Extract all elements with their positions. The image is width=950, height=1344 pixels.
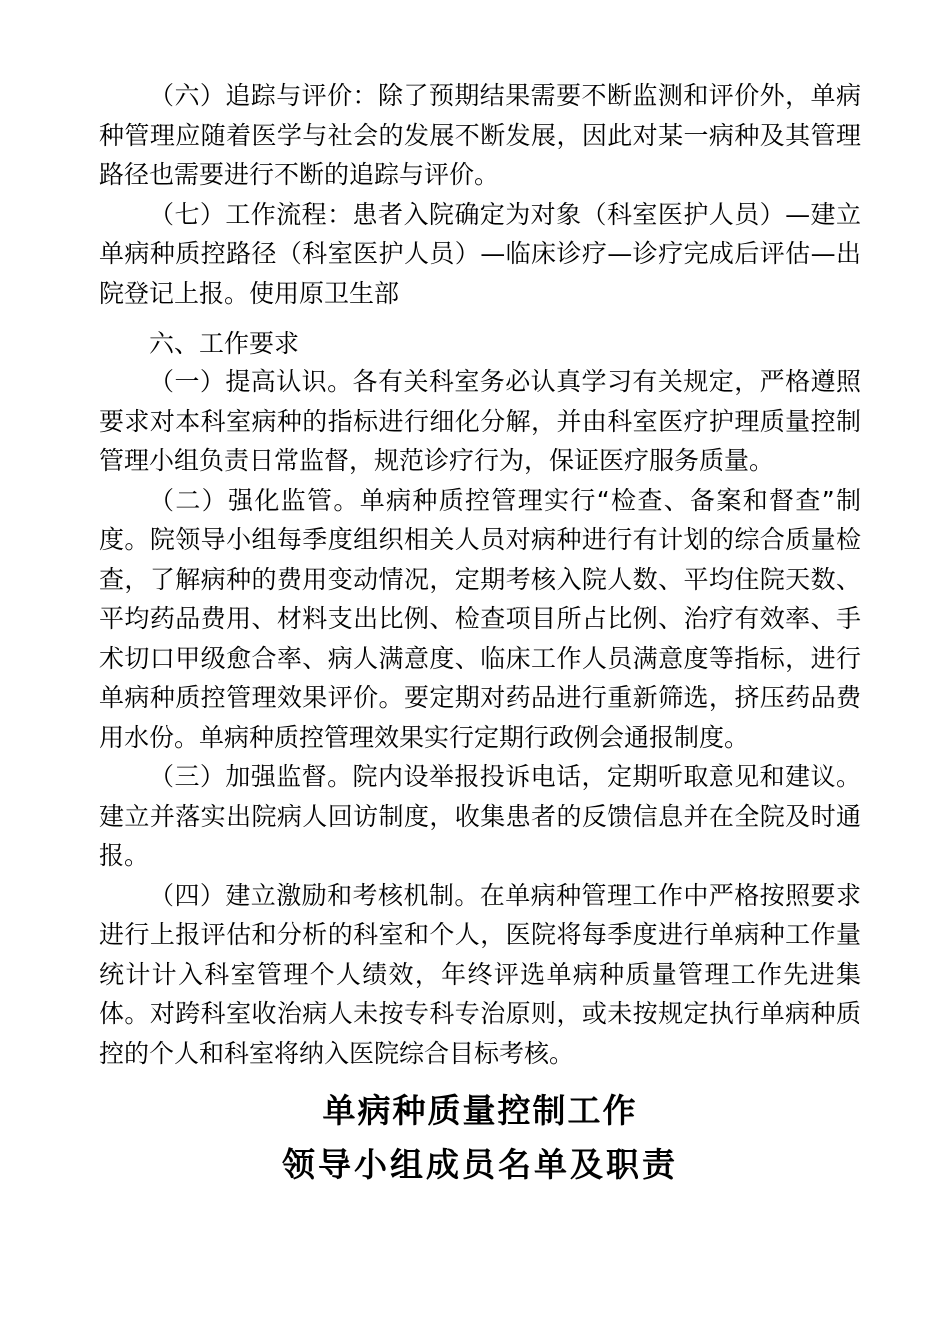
document-title-line-2: 领导小组成员名单及职责 [282,1145,678,1184]
requirement-strengthen-supervision: （二）强化监管。单病种质控管理实行“检查、备案和督查”制度。院领导小组每季度组织相关人员对病种进行有计划的综合质量检查，了解病种的费用变动情况，定期考核入院人数、平均住院天数、平均药品费用、材料支出比例、检查项目所占比例、治疗有效率、手术切口甲级愈合率、病人满意度、临床工作人员满意度等指标，进行单病种质控管理效果评价。要定期对药品进行重新筛选，挤压药品费用水份。单病种质控管理效果实行定期行政例会通报制度。 [99,485,861,752]
requirement-enhance-oversight: （三）加强监督。院内设举报投诉电话，定期听取意见和建议。建立并落实出院病人回访制度，收集患者的反馈信息并在全院及时通报。 [99,762,861,870]
paragraph-workflow: （七）工作流程：患者入院确定为对象（科室医护人员）—建立单病种质控路径（科室医护人员）—临床诊疗—诊疗完成后评估—出院登记上报。使用原卫生部 [99,199,861,308]
paragraph-tracking-evaluation: （六）追踪与评价：除了预期结果需要不断监测和评价外，单病种管理应随着医学与社会的发展不断发展，因此对某一病种及其管理路径也需要进行不断的追踪与评价。 [99,81,861,189]
section-heading-work-requirements: 六、工作要求 [149,329,300,358]
document-title-line-1: 单病种质量控制工作 [322,1091,638,1130]
requirement-raise-awareness: （一）提高认识。各有关科室务必认真学习有关规定，严格遵照要求对本科室病种的指标进行细化分解，并由科室医疗护理质量控制管理小组负责日常监督，规范诊疗行为，保证医疗服务质量。 [99,367,861,475]
document-page [99,76,861,1191]
requirement-incentive-mechanism: （四）建立激励和考核机制。在单病种管理工作中严格按照要求进行上报评估和分析的科室和个人，医院将每季度进行单病种工作量统计计入科室管理个人绩效，年终评选单病种质量管理工作先进集体。对跨科室收治病人未按专科专治原则，或未按规定执行单病种质控的个人和科室将纳入医院综合目标考核。 [99,880,861,1068]
